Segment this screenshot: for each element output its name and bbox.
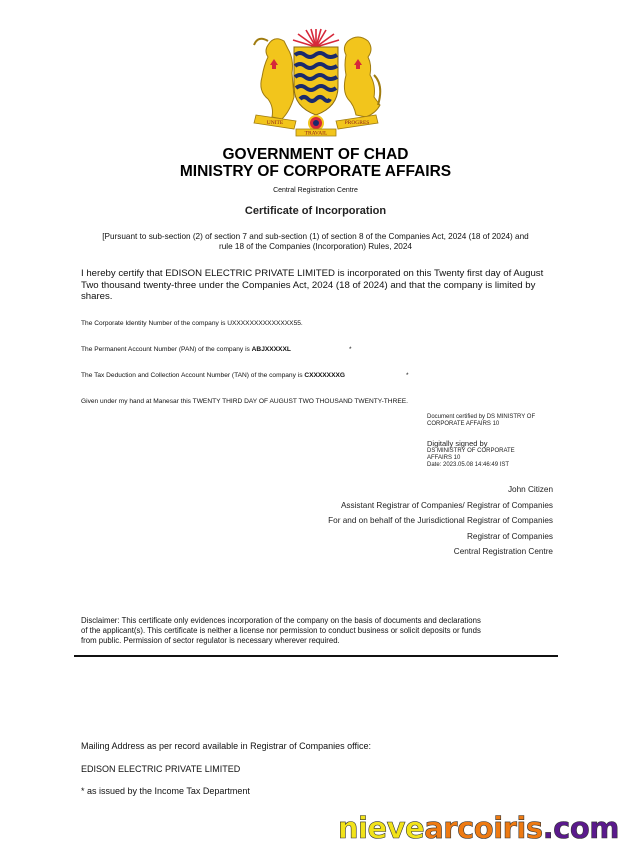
certificate-title: Certificate of Incorporation [244,205,387,217]
certify-line-2: Two thousand twenty-three under the Companies Act, 2024 (18 of 2024) and that the company is limited by [81,279,536,291]
svg-text:PROGRES: PROGRES [344,120,370,126]
pursuant-line-1: [Pursuant to sub-section (2) of section 7 and sub-section (1) of section 8 of the Companies Act, 2024 (18 of 2024) and [102,232,529,241]
svg-text:UNITE: UNITE [266,120,284,126]
certified-line-1: Document certified by DS MINISTRY OF [427,414,536,420]
mailing-address-label: Mailing Address as per record available in Registrar of Companies office: [81,741,371,751]
watermark-part-1: nieve [337,811,425,845]
mailing-company-name: EDISON ELECTRIC PRIVATE LIMITED [81,764,241,774]
pursuant-line-2: rule 18 of the Companies (Incorporation) Rules, 2024 [219,242,412,251]
tan-label: The Tax Deduction and Collection Account Number (TAN) of the company is [81,372,305,379]
signatory-role-4: Central Registration Centre [453,547,553,556]
tan-value: CXXXXXXXG [304,372,346,379]
signatory-name: John Citizen [507,485,553,494]
disclaimer-line-1: Disclaimer: This certificate only evidences incorporation of the company on the basis of documents and declarations [81,616,481,625]
signed-title: Digitally signed by [427,439,488,448]
signatory-role-1: Assistant Registrar of Companies/ Registrar of Companies [340,500,553,510]
certification-statement [81,268,561,303]
tan-footnote-mark: * [406,372,409,379]
digital-signature-block [427,440,515,469]
signatory-role-2: For and on behalf of the Jurisdictional Registrar of Companies [328,516,553,525]
ministry-heading: MINISTRY OF CORPORATE AFFAIRS [179,163,452,180]
cin-statement: The Corporate Identity Number of the company is UXXXXXXXXXXXXXX55. [81,320,303,327]
pan-label: The Permanent Account Number (PAN) of the company is [81,346,252,353]
signatory-role-3: Registrar of Companies [466,531,553,541]
watermark-part-2: arcoiris [424,811,543,845]
given-under-hand-statement: Given under my hand at Manesar this TWENTY THIRD DAY OF AUGUST TWO THOUSAND TWENTY-THREE. [81,398,408,405]
disclaimer-line-3: from public. Permission of sector regulator is necessary wherever required. [81,635,340,645]
certify-line-3: shares. [81,291,113,302]
certify-line-1: I hereby certify that EDISON ELECTRIC PRIVATE LIMITED is incorporated on this Twenty first day of August [81,268,544,279]
pan-footnote-mark: * [349,346,352,353]
pan-statement [81,346,481,353]
chad-emblem-icon [248,25,384,137]
signed-line-1: DS MINISTRY OF CORPORATE [427,448,515,454]
watermark-part-3: .com [542,811,619,845]
watermark-logo [338,811,619,845]
pursuant-clause [0,232,631,252]
footnote: * as issued by the Income Tax Department [81,786,250,796]
certified-line-2: CORPORATE AFFAIRS 10 [427,421,500,427]
horizontal-divider [74,655,558,657]
document-certified-note [427,414,535,428]
registration-centre-label: Central Registration Centre [273,187,358,194]
signatory-block [328,482,553,560]
disclaimer [81,616,481,645]
coat-of-arms-emblem [248,25,384,137]
tan-statement [81,372,481,379]
pan-value: ABJXXXXXL [251,346,291,353]
signed-date: Date: 2023.05.08 14:46:49 IST [427,462,510,468]
svg-text:TRAVAIL: TRAVAIL [304,130,328,137]
signed-line-2: AFFAIRS 10 [427,455,461,461]
disclaimer-line-2: of the applicant(s). This certificate is neither a license nor permission to conduct business or solicit deposits or funds [81,625,481,635]
government-heading: GOVERNMENT OF CHAD [222,146,409,163]
